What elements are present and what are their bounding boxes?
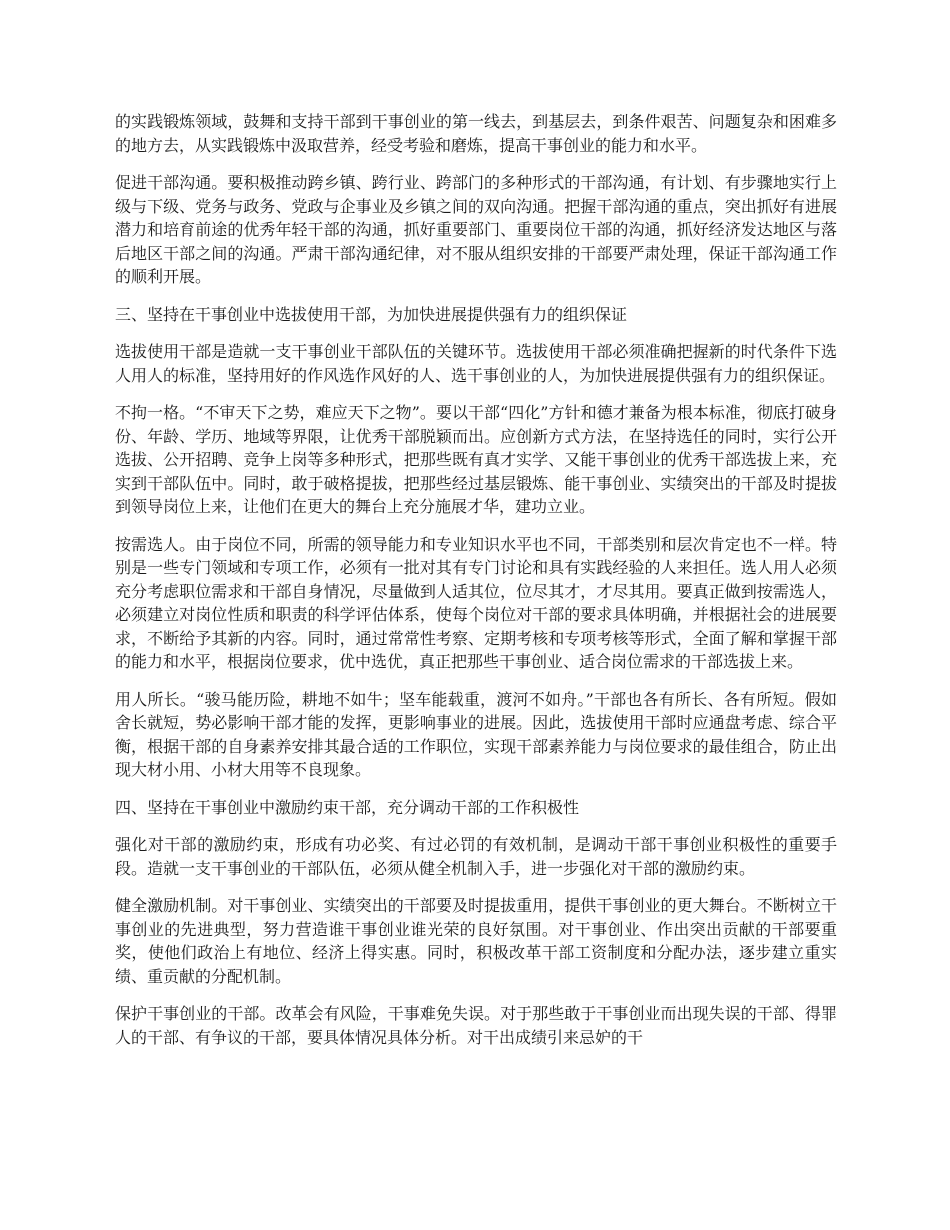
paragraph-continuation: 的实践锻炼领域，鼓舞和支持干部到干事创业的第一线去，到基层去，到条件艰苦、问题复杂和困难多的地方去，从实践锻炼中汲取营养，经受考验和磨炼，提高干事创业的能力和水平。 xyxy=(115,112,837,155)
document-page xyxy=(115,110,837,1063)
paragraph-selection-intro: 选拔使用干部是造就一支干事创业干部队伍的关键环节。选拔使用干部必须准确把握新的时代条件下选人用人的标准，坚持用好的作风选作风好的人、选干事创业的人，为加快进展提供强有力的组织保证。 xyxy=(115,342,837,385)
paragraph-cadre-exchange: 促进干部沟通。要积极推动跨乡镇、跨行业、跨部门的多种形式的干部沟通，有计划、有步骤地实行上级与下级、党务与政务、党政与企事业及乡镇之间的双向沟通。把握干部沟通的重点，突出抓好有进展潜力和培育前途的优秀年轻干部的沟通，抓好重要部门、重要岗位干部的沟通，抓好经济发达地区与落后地区干部之间的沟通。严肃干部沟通纪律，对不服从组织安排的干部要严肃处理，保证干部沟通工作的顺利开展。 xyxy=(115,173,837,286)
paragraph-incentive-intro: 强化对干部的激励约束，形成有功必奖、有过必罚的有效机制，是调动干部干事创业积极性的重要手段。造就一支干事创业的干部队伍，必须从健全机制入手，进一步强化对干部的激励约束。 xyxy=(115,835,837,878)
section-heading-4: 四、坚持在干事创业中激励约束干部，充分调动干部的工作积极性 xyxy=(115,797,580,817)
paragraph-incentive-mechanism: 健全激励机制。对干事创业、实绩突出的干部要及时提拔重用，提供干事创业的更大舞台。不断树立干事创业的先进典型，努力营造谁干事创业谁光荣的良好氛围。对干事创业、作出突出贡献的干部要重奖，使他们政治上有地位、经济上得实惠。同时，积极改革干部工资制度和分配办法，逐步建立重实绩、重贡献的分配机制。 xyxy=(115,896,837,986)
paragraph-use-strengths: 用人所长。“骏马能历险，耕地不如牛；坚车能载重，渡河不如舟。”干部也各有所长、各有所短。假如舍长就短，势必影响干部才能的发挥，更影响事业的进展。因此，选拔使用干部时应通盘考虑、综合平衡，根据干部的自身素养安排其最合适的工作职位，实现干部素养能力与岗位要求的最佳组合，防止出现大材小用、小材大用等不良现象。 xyxy=(115,689,837,779)
section-heading-3: 三、坚持在干事创业中选拔使用干部，为加快进展提供强有力的组织保证 xyxy=(115,304,628,324)
paragraph-select-by-need: 按需选人。由于岗位不同，所需的领导能力和专业知识水平也不同，干部类别和层次肯定也不一样。特别是一些专门领域和专项工作，必须有一批对其有专门讨论和具有实践经验的人来担任。选人用人必须充分考虑职位需求和干部自身情况，尽量做到人适其位，位尽其才，才尽其用。要真正做到按需选人，必须建立对岗位性质和职责的科学评估体系，使每个岗位对干部的要求具体明确，并根据社会的进展要求，不断给予其新的内容。同时，通过常常性考察、定期考核和专项考核等形式，全面了解和掌握干部的能力和水平，根据岗位要求，优中选优，真正把那些干事创业、适合岗位需求的干部选拔上来。 xyxy=(115,534,837,671)
paragraph-unconventional: 不拘一格。“不审天下之势，难应天下之物”。要以干部“四化”方针和德才兼备为根本标准，彻底打破身份、年龄、学历、地域等界限，让优秀干部脱颖而出。应创新方式方法，在坚持选任的同时，实行公开选拔、公开招聘、竞争上岗等多种形式，把那些既有真才实学、又能干事创业的优秀干部选拔上来，充实到干部队伍中。同时，敢于破格提拔，把那些经过基层锻炼、能干事创业、实绩突出的干部及时提拔到领导岗位上来，让他们在更大的舞台上充分施展才华，建功立业。 xyxy=(115,403,837,516)
paragraph-protect-cadres: 保护干事创业的干部。改革会有风险，干事难免失误。对于那些敢于干事创业而出现失误的干部、得罪人的干部、有争议的干部，要具体情况具体分析。对干出成绩引来忌妒的干 xyxy=(115,1004,837,1047)
